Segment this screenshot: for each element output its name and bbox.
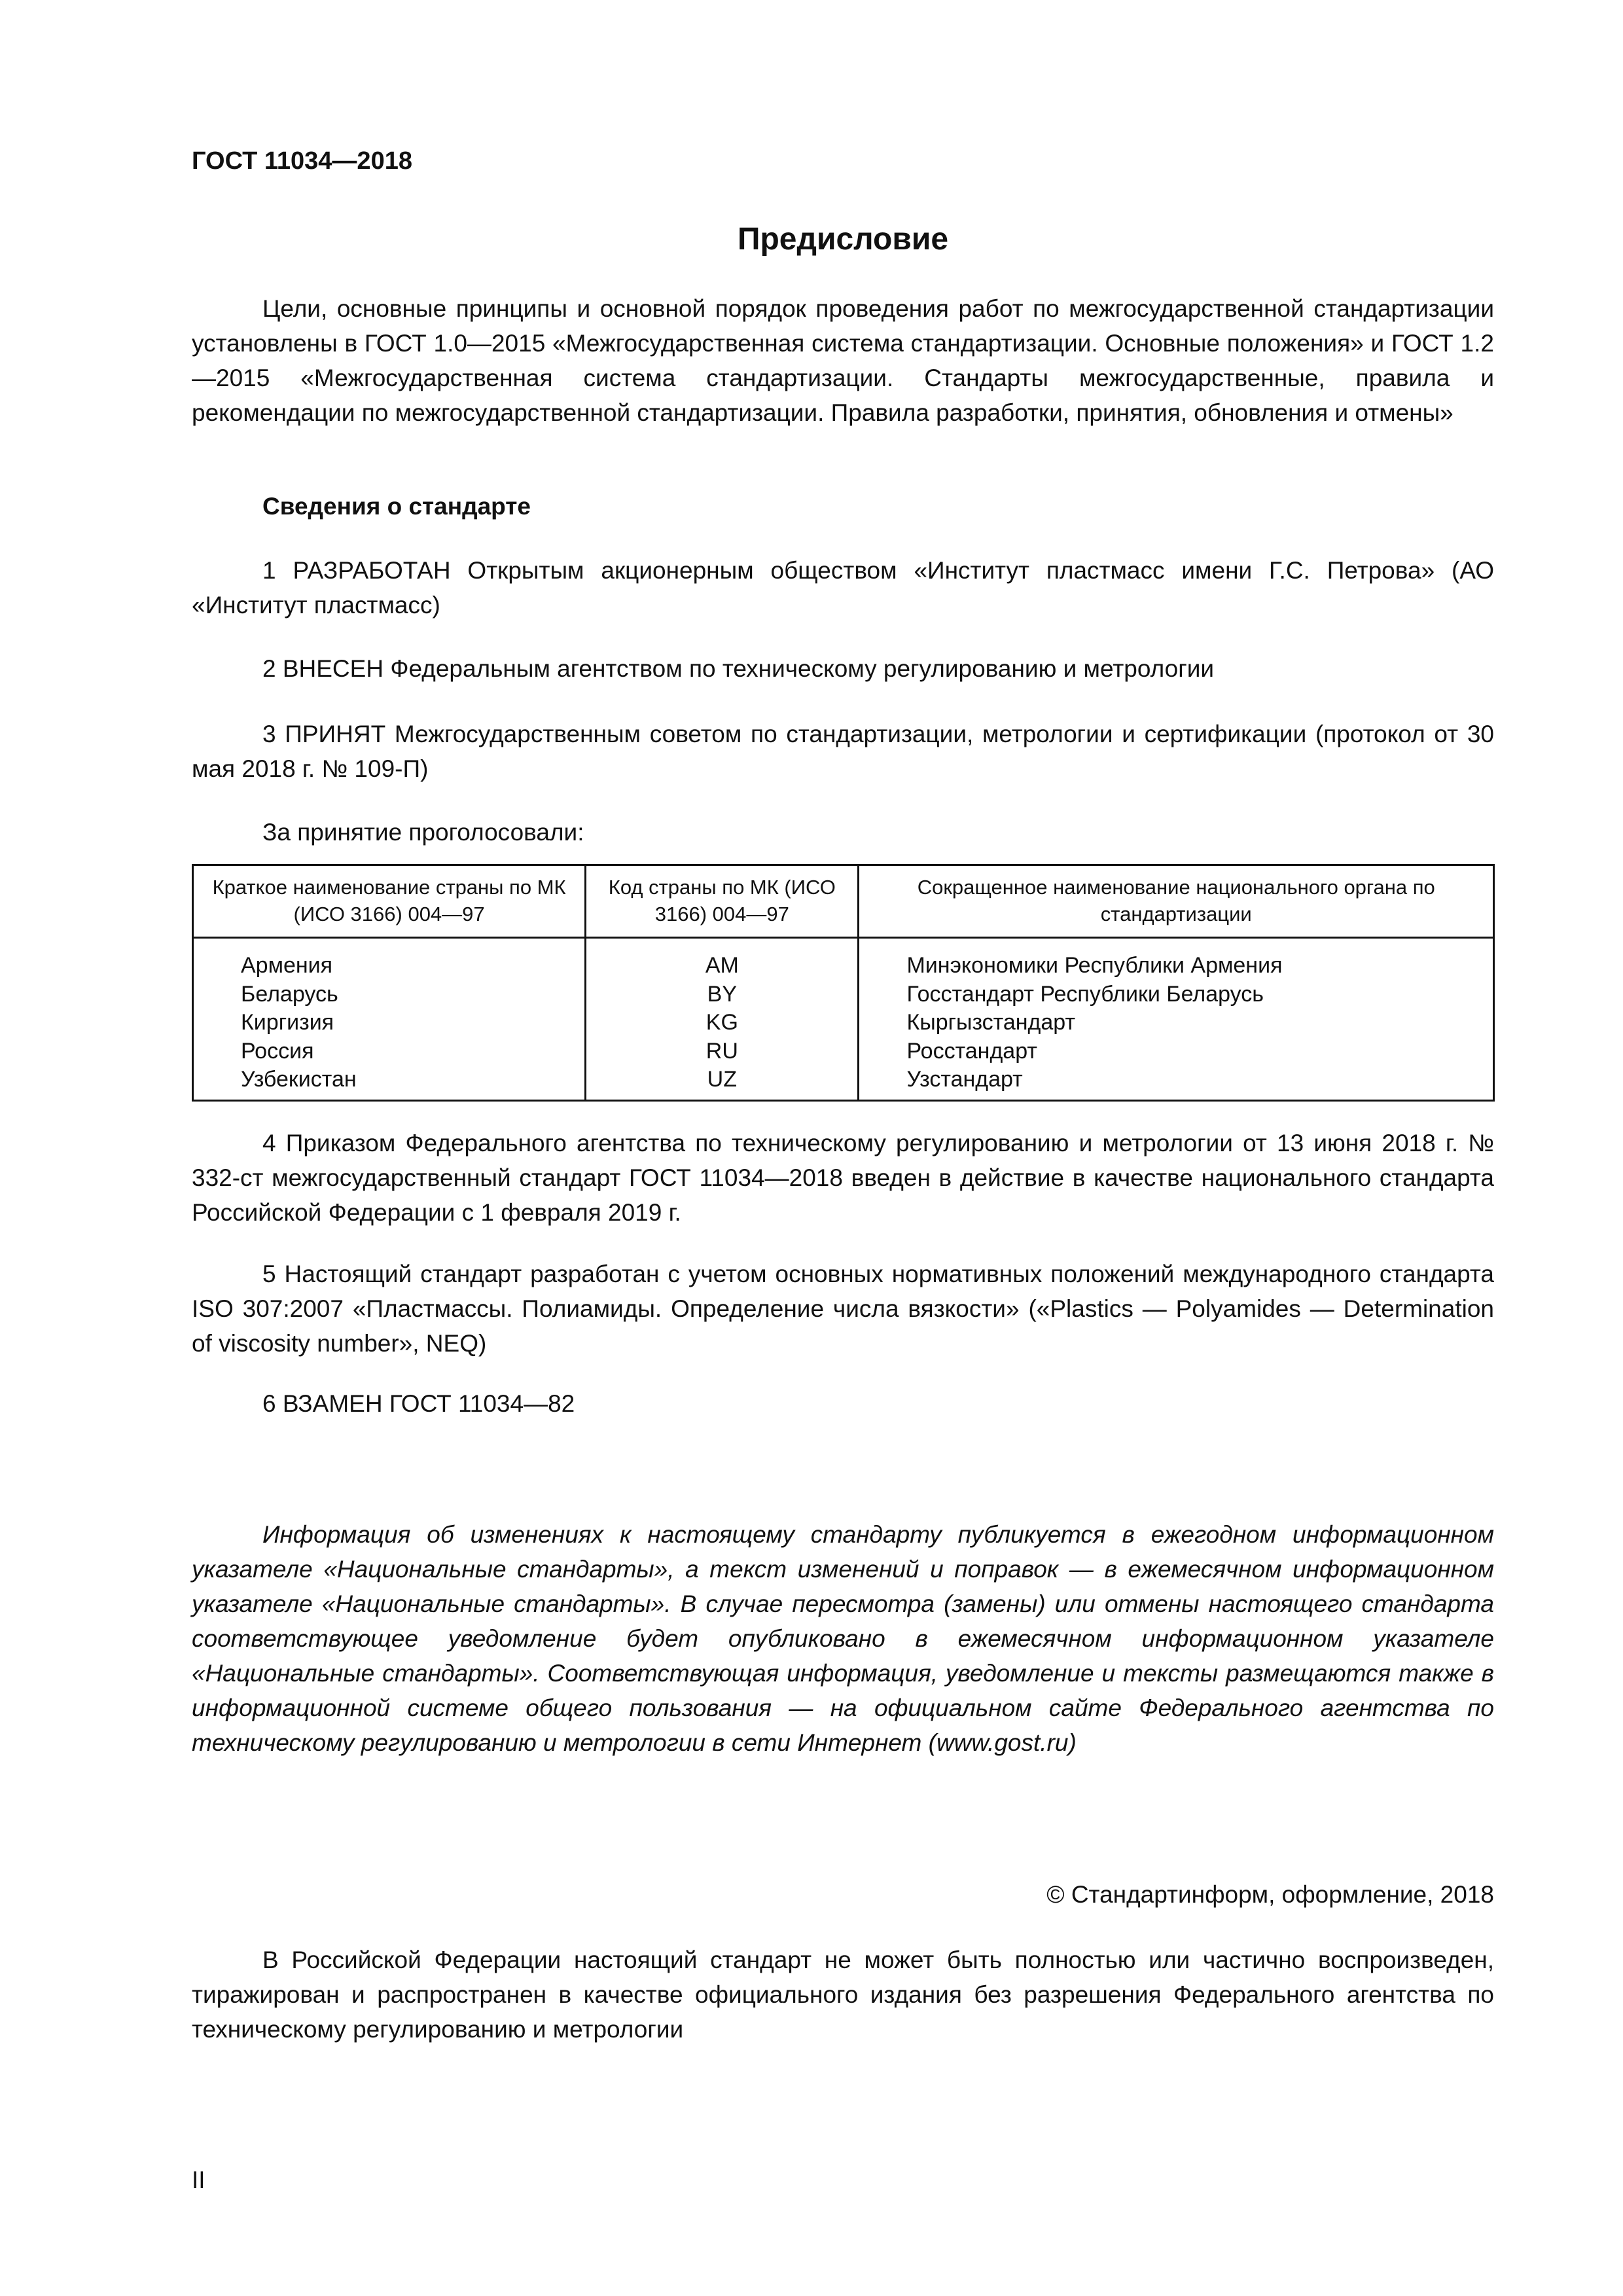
country-code: UZ [586, 1066, 859, 1100]
info-heading: Сведения о стандарте [262, 493, 531, 520]
intro-paragraph: Цели, основные принципы и основной порядок проведения работ по межгосударственной стандартизации установлены в ГОСТ 1.0—2015 «Межгосударственная система стандартизации. Основные положения» и ГОСТ 1.2—2015 «Межгосударственная система стандартизации. Стандарты межгосударственные, правила и рекомендации по межгосударственной стандартизации. Правила разработки, принятия, обновления и отмены» [192, 295, 1494, 426]
table-row [193, 1037, 1494, 1066]
column-header-code: Код страны по МК (ИСО 3166) 004—97 [586, 865, 859, 938]
item-replaces: 6 ВЗАМЕН ГОСТ 11034—82 [262, 1390, 575, 1417]
standards-body: Минэкономики Республики Армения [859, 938, 1494, 980]
standards-body: Кыргызстандарт [859, 1009, 1494, 1037]
table-row [193, 1066, 1494, 1100]
table-header-row [193, 865, 1494, 938]
item-submitted: 2 ВНЕСЕН Федеральным агентством по техническому регулированию и метрологии [262, 655, 1215, 682]
country-name: Беларусь [193, 980, 586, 1009]
item-adopted: 3 ПРИНЯТ Межгосударственным советом по стандартизации, метрологии и сертификации (протокол от 30 мая 2018 г. № 109-П) [192, 721, 1494, 782]
table-row [193, 1009, 1494, 1037]
item-enacted: 4 Приказом Федерального агентства по техническому регулированию и метрологии от 13 июня 2018 г. № 332-ст межгосударственный стандарт ГОСТ 11034—2018 введен в действие в качестве национального стандарта Российской Федерации с 1 февраля 2019 г. [192, 1130, 1494, 1226]
voted-label: За принятие проголосовали: [262, 819, 584, 846]
item-developed: 1 РАЗРАБОТАН Открытым акционерным обществом «Институт пластмасс имени Г.С. Петрова» (АО «Институт пластмасс) [192, 557, 1494, 619]
column-header-body: Сокращенное наименование национального органа по стандартизации [859, 865, 1494, 938]
country-code: RU [586, 1037, 859, 1066]
standards-body: Госстандарт Республики Беларусь [859, 980, 1494, 1009]
changes-notice: Информация об изменениях к настоящему стандарту публикуется в ежегодном информационном указателе «Национальные стандарты», а текст изменений и поправок — в ежемесячном информационном указателе «Национальные стандарты». В случае пересмотра (замены) или отмены настоящего стандарта соответствующее уведомление будет опубликовано в ежемесячном информационном указателе «Национальные стандарты». Соответствующая информация, уведомление и тексты размещаются также в информационной системе общего пользования — на официальном сайте Федерального агентства по техническому регулированию и метрологии в сети Интернет (www.gost.ru) [192, 1521, 1494, 1756]
column-header-country: Краткое наименование страны по МК (ИСО 3166) 004—97 [193, 865, 586, 938]
country-name: Россия [193, 1037, 586, 1066]
table-row [193, 980, 1494, 1009]
countries-table [192, 864, 1495, 1102]
page-title: Предисловие [737, 222, 949, 257]
country-code: KG [586, 1009, 859, 1037]
item-based-on: 5 Настоящий стандарт разработан с учетом основных нормативных положений международного стандарта ISO 307:2007 «Пластмассы. Полиамиды. Определение числа вязкости» («Plastics — Polyamides — Determination of viscosity number», NEQ) [192, 1261, 1494, 1357]
page-number: II [192, 2166, 205, 2193]
copyright-line: © Стандартинформ, оформление, 2018 [1046, 1881, 1494, 1908]
standards-body: Росстандарт [859, 1037, 1494, 1066]
document-header: ГОСТ 11034—2018 [192, 147, 412, 175]
standards-body: Узстандарт [859, 1066, 1494, 1100]
country-code: AM [586, 938, 859, 980]
rights-notice: В Российской Федерации настоящий стандарт не может быть полностью или частично воспроизведен, тиражирован и распространен в качестве официального издания без разрешения Федерального агентства по техническому регулированию и метрологии [192, 1946, 1494, 2043]
table-row [193, 938, 1494, 980]
country-name: Армения [193, 938, 586, 980]
country-code: BY [586, 980, 859, 1009]
country-name: Узбекистан [193, 1066, 586, 1100]
country-name: Киргизия [193, 1009, 586, 1037]
